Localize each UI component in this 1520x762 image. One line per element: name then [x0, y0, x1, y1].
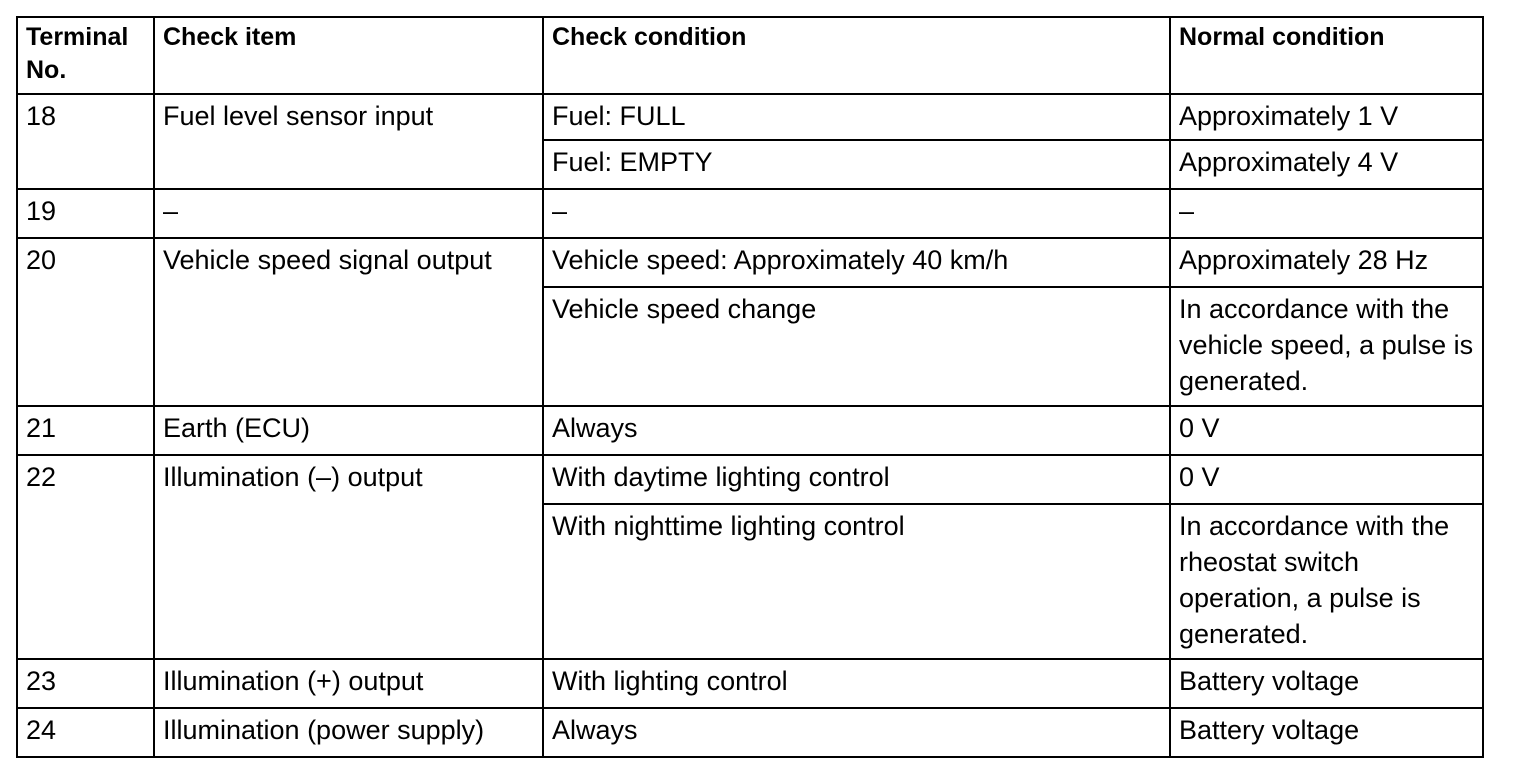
check-condition-cell: –: [543, 189, 1170, 238]
check-item-cell: Vehicle speed signal output: [154, 238, 543, 406]
normal-condition-cell: Approximately 1 V: [1170, 94, 1483, 140]
check-item-cell: Earth (ECU): [154, 406, 543, 455]
header-check-item: Check item: [154, 17, 543, 94]
check-condition-cell: Always: [543, 708, 1170, 757]
normal-condition-cell: In accordance with the vehicle speed, a pulse is generated.: [1170, 287, 1483, 406]
normal-condition-cell: –: [1170, 189, 1483, 238]
check-item-cell: –: [154, 189, 543, 238]
normal-condition-cell: 0 V: [1170, 455, 1483, 504]
header-terminal: Terminal No.: [17, 17, 154, 94]
terminal-cell: 19: [17, 189, 154, 238]
terminal-cell: 18: [17, 94, 154, 189]
check-item-cell: Illumination (–) output: [154, 455, 543, 659]
header-row: [17, 17, 1483, 94]
normal-condition-cell: 0 V: [1170, 406, 1483, 455]
check-condition-cell: Vehicle speed: Approximately 40 km/h: [543, 238, 1170, 287]
table-row: [17, 406, 1483, 455]
terminal-cell: 21: [17, 406, 154, 455]
normal-condition-cell: Approximately 4 V: [1170, 140, 1483, 189]
terminal-check-table: [16, 16, 1484, 758]
check-condition-cell: Vehicle speed change: [543, 287, 1170, 406]
table-row: [17, 238, 1483, 287]
check-condition-cell: With lighting control: [543, 659, 1170, 708]
table-row: [17, 94, 1483, 140]
check-condition-cell: With daytime lighting control: [543, 455, 1170, 504]
check-condition-cell: With nighttime lighting control: [543, 504, 1170, 659]
header-normal-condition: Normal condition: [1170, 17, 1483, 94]
check-condition-cell: Fuel: FULL: [543, 94, 1170, 140]
normal-condition-cell: In accordance with the rheostat switch operation, a pulse is generated.: [1170, 504, 1483, 659]
check-item-cell: Fuel level sensor input: [154, 94, 543, 189]
check-condition-cell: Fuel: EMPTY: [543, 140, 1170, 189]
header-check-condition: Check condition: [543, 17, 1170, 94]
check-condition-cell: Always: [543, 406, 1170, 455]
table-row: [17, 189, 1483, 238]
terminal-cell: 24: [17, 708, 154, 757]
normal-condition-cell: Battery voltage: [1170, 659, 1483, 708]
normal-condition-cell: Battery voltage: [1170, 708, 1483, 757]
check-item-cell: Illumination (+) output: [154, 659, 543, 708]
check-item-cell: Illumination (power supply): [154, 708, 543, 757]
table-row: [17, 659, 1483, 708]
table-row: [17, 708, 1483, 757]
table-row: [17, 455, 1483, 504]
normal-condition-cell: Approximately 28 Hz: [1170, 238, 1483, 287]
terminal-cell: 20: [17, 238, 154, 406]
terminal-cell: 22: [17, 455, 154, 659]
terminal-cell: 23: [17, 659, 154, 708]
